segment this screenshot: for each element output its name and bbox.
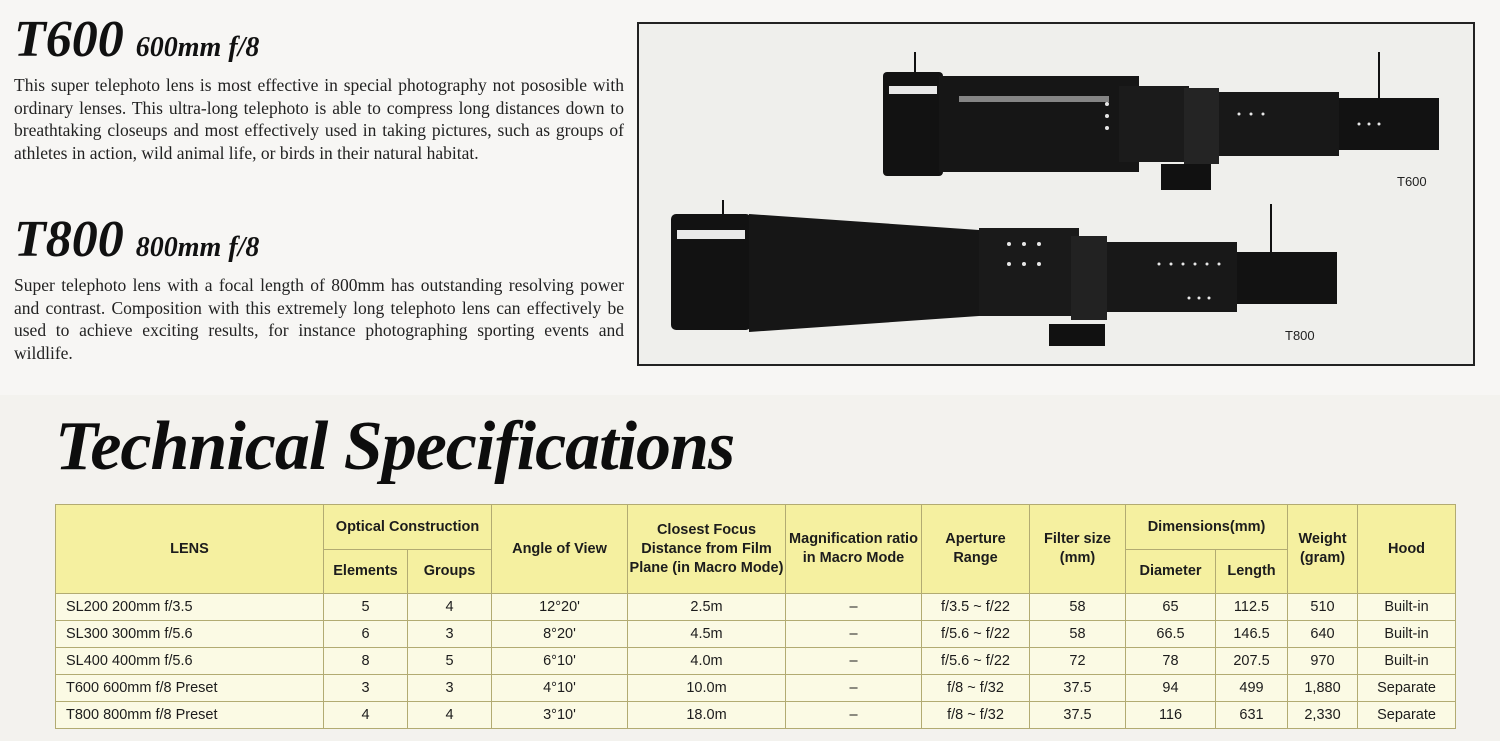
table-cell: Built-in <box>1358 621 1456 648</box>
table-cell: 207.5 <box>1216 648 1288 675</box>
header-filter-size: Filter size (mm) <box>1030 505 1126 594</box>
table-cell: 640 <box>1288 621 1358 648</box>
table-row <box>56 648 1456 675</box>
table-cell: 37.5 <box>1030 675 1126 702</box>
table-cell: – <box>786 675 922 702</box>
t800-block <box>14 211 624 364</box>
header-hood: Hood <box>1358 505 1456 594</box>
table-cell: 65 <box>1126 594 1216 621</box>
specifications-table <box>55 504 1456 729</box>
table-cell: 4°10' <box>492 675 628 702</box>
table-cell: 4 <box>408 702 492 729</box>
table-cell: 8°20' <box>492 621 628 648</box>
table-row <box>56 594 1456 621</box>
table-cell: f/5.6 ~ f/22 <box>922 648 1030 675</box>
table-cell: 2,330 <box>1288 702 1358 729</box>
table-cell: 4.5m <box>628 621 786 648</box>
table-cell: 6°10' <box>492 648 628 675</box>
table-cell: – <box>786 648 922 675</box>
lens-name-cell: T800 800mm f/8 Preset <box>56 702 324 729</box>
t600-lens-drawing <box>883 52 1439 190</box>
t600-title <box>14 11 624 68</box>
t600-model: T600 <box>14 11 124 68</box>
table-cell: 37.5 <box>1030 702 1126 729</box>
table-cell: 112.5 <box>1216 594 1288 621</box>
table-cell: – <box>786 621 922 648</box>
header-dimensions: Dimensions(mm) <box>1126 505 1288 550</box>
table-cell: 3 <box>324 675 408 702</box>
table-cell: 970 <box>1288 648 1358 675</box>
table-cell: Separate <box>1358 675 1456 702</box>
table-cell: 4 <box>324 702 408 729</box>
header-closest-focus: Closest Focus Distance from Film Plane (in Macro Mode) <box>628 505 786 594</box>
t800-spec: 800mm f/8 <box>135 232 260 263</box>
table-cell: 8 <box>324 648 408 675</box>
header-length: Length <box>1216 550 1288 594</box>
t800-title <box>14 211 624 268</box>
table-row <box>56 702 1456 729</box>
table-cell: – <box>786 594 922 621</box>
table-body <box>56 594 1456 729</box>
header-diameter: Diameter <box>1126 550 1216 594</box>
table-cell: 3°10' <box>492 702 628 729</box>
header-weight: Weight (gram) <box>1288 505 1358 594</box>
lens-name-cell: SL400 400mm f/5.6 <box>56 648 324 675</box>
table-cell: 2.5m <box>628 594 786 621</box>
table-cell: f/8 ~ f/32 <box>922 675 1030 702</box>
table-cell: 4 <box>408 594 492 621</box>
t800-description: Super telephoto lens with a focal length of 800mm has outstanding resolving power and contrast. Composition with this extremely long telephoto lens can effectively be used to achieve exciting results, for instance photographing sporting events and wildlife. <box>14 275 624 363</box>
table-cell: 3 <box>408 621 492 648</box>
table-cell: 66.5 <box>1126 621 1216 648</box>
table-cell: f/5.6 ~ f/22 <box>922 621 1030 648</box>
header-optical-construction: Optical Construction <box>324 505 492 550</box>
table-cell: Built-in <box>1358 594 1456 621</box>
table-cell: 5 <box>324 594 408 621</box>
table-cell: 4.0m <box>628 648 786 675</box>
table-row <box>56 675 1456 702</box>
table-cell: 58 <box>1030 594 1126 621</box>
t600-block <box>14 11 624 164</box>
t600-spec: 600mm f/8 <box>135 32 260 63</box>
header-magnification: Magnification ratio in Macro Mode <box>786 505 922 594</box>
t800-photo-caption: T800 <box>1285 328 1315 343</box>
table-cell: 58 <box>1030 621 1126 648</box>
lens-name-cell: SL300 300mm f/5.6 <box>56 621 324 648</box>
t600-description: This super telephoto lens is most effective in special photography not pososible with ordinary lenses. This ultra-long telephoto is able to compress long distances down to breathtaking closeups and most effectively used in taking pictures, such as groups of athletes in action, wild animal life, or birds in their natural habitat. <box>14 75 624 163</box>
table-cell: 499 <box>1216 675 1288 702</box>
lens-photo <box>637 22 1475 366</box>
lens-name-cell: SL200 200mm f/3.5 <box>56 594 324 621</box>
table-cell: 146.5 <box>1216 621 1288 648</box>
header-angle-of-view: Angle of View <box>492 505 628 594</box>
header-lens: LENS <box>56 505 324 594</box>
table-row <box>56 621 1456 648</box>
t600-photo-caption: T600 <box>1397 174 1427 189</box>
table-cell: 631 <box>1216 702 1288 729</box>
table-cell: 1,880 <box>1288 675 1358 702</box>
table-cell: f/3.5 ~ f/22 <box>922 594 1030 621</box>
table-cell: – <box>786 702 922 729</box>
table-header-row <box>56 505 1456 550</box>
table-cell: 94 <box>1126 675 1216 702</box>
t800-lens-drawing <box>671 200 1337 346</box>
table-cell: Separate <box>1358 702 1456 729</box>
table-cell: 5 <box>408 648 492 675</box>
header-aperture-range: Aperture Range <box>922 505 1030 594</box>
table-cell: Built-in <box>1358 648 1456 675</box>
table-cell: 12°20' <box>492 594 628 621</box>
specifications-heading: Technical Specifications <box>55 408 735 485</box>
table-cell: 510 <box>1288 594 1358 621</box>
header-groups: Groups <box>408 550 492 594</box>
t800-model: T800 <box>14 211 124 268</box>
table-cell: 116 <box>1126 702 1216 729</box>
table-cell: 72 <box>1030 648 1126 675</box>
table-cell: 6 <box>324 621 408 648</box>
lens-name-cell: T600 600mm f/8 Preset <box>56 675 324 702</box>
header-elements: Elements <box>324 550 408 594</box>
table-cell: 3 <box>408 675 492 702</box>
table-cell: f/8 ~ f/32 <box>922 702 1030 729</box>
table-cell: 10.0m <box>628 675 786 702</box>
table-cell: 78 <box>1126 648 1216 675</box>
table-cell: 18.0m <box>628 702 786 729</box>
lens-illustration <box>639 24 1473 364</box>
